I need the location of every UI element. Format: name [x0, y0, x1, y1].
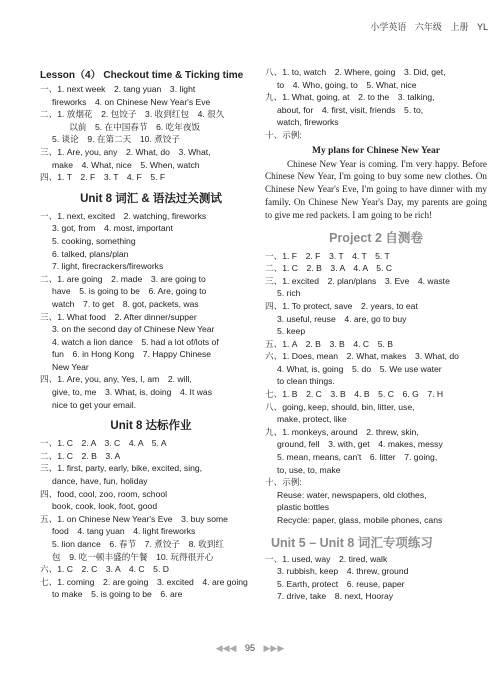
answer-line: 5. Earth, protect 6. reuse, paper — [277, 578, 405, 589]
answer-line: 二、1. 放烟花 2. 包饺子 3. 收到红包 4. 很久 — [40, 109, 225, 120]
unit8-homework-title: Unit 8 达标作业 — [110, 420, 192, 433]
answer-line: 一、1. used, way 2. tired, walk — [265, 553, 388, 564]
answer-line: give, to, me 3. What, is, doing 4. It was — [52, 387, 213, 398]
unit8-test-title: Unit 8 词汇 & 语法过关测试 — [80, 192, 222, 205]
answer-line: 5. keep — [277, 326, 306, 337]
essay-text: Chinese New Year is coming. I'm very happy. Before Chinese New Year, I'm going to buy some new clothes. On Chinese New Year's Eve, I'm going to have dinner with my family. On Chinese New Year's Day, my parents are going to give me red packets. I am going to be rich! — [265, 158, 487, 220]
answer-line: 六、1. C 2. C 3. A 4. C 5. D — [40, 564, 169, 575]
lesson-answers — [40, 83, 262, 184]
answer-line: 3. useful, reuse 4. are, go to buy — [277, 313, 407, 324]
answer-line: make, protect, like — [277, 414, 347, 425]
right-column — [265, 66, 487, 603]
answer-line: 十、示例: — [265, 477, 302, 488]
page-footer — [0, 643, 500, 654]
answer-line: 6. talked, plans/plan — [52, 248, 129, 259]
answer-line: to clean things. — [277, 376, 335, 387]
answer-line: 一、1. F 2. F 3. T 4. T 5. T — [265, 250, 390, 261]
answer-line: 九、1. What, going, at 2. to the 3. talking, — [265, 92, 435, 103]
answer-line: 一、1. next week 2. tang yuan 3. light — [40, 84, 196, 94]
answer-line: food 4. tang yuan 4. light fireworks — [52, 526, 196, 537]
answer-line: dance, have, fun, holiday — [52, 476, 148, 487]
answer-line: watch, fireworks — [277, 117, 339, 128]
answer-line: 5. cooking, something — [52, 235, 136, 246]
answer-line: 3. got, from 4. most, important — [52, 223, 173, 234]
answer-line: 四、1. To protect, save 2. years, to eat — [265, 300, 418, 311]
answer-line: fun 6. in Hong Kong 7. Happy Chinese — [52, 349, 212, 360]
answer-line: have 5. is going to be 6. Are, going to — [52, 286, 207, 297]
page-number: 95 — [244, 643, 255, 653]
answer-line: 七、1. coming 2. are going 3. excited 4. are going — [40, 576, 248, 587]
project-answers — [265, 250, 487, 527]
answer-line: Reuse: water, newspapers, old clothes, — [277, 489, 427, 500]
answer-line: 二、1. C 2. B 3. A 4. A 5. C — [265, 263, 393, 274]
vocab-practice-title: Unit 5 – Unit 8 词汇专项练习 — [271, 535, 433, 550]
right-top-answers — [265, 66, 487, 142]
answer-line: 3. on the second day of Chinese New Year — [52, 324, 215, 335]
answer-line: 5. rich — [277, 288, 301, 299]
vocab-practice-answers — [265, 553, 487, 603]
unit8-homework-answers — [40, 437, 262, 601]
answer-line: 九、1. monkeys, around 2. threw, skin, — [265, 426, 419, 437]
answer-line: 以前 5. 在中国春节 6. 吃年夜饭 — [52, 121, 201, 132]
answer-line: fireworks 4. on Chinese New Year's Eve — [52, 96, 211, 107]
answer-line: 5. 谈论 9. 在第二天 10. 煮饺子 — [52, 134, 180, 145]
answer-line: 四、1. T 2. F 3. T 4. F 5. F — [40, 172, 166, 183]
prev-arrows: ◀◀◀ — [215, 643, 237, 653]
answer-line: about, for 4. first, visit, friends 5. to, — [277, 104, 424, 115]
next-arrows: ▶▶▶ — [263, 643, 285, 653]
answer-line: 5. lion dance 6. 春节 7. 煮饺子 8. 收到红 — [52, 539, 224, 549]
answer-line: 一、1. C 2. A 3. C 4. A 5. A — [40, 438, 167, 449]
answer-line: 七、1. B 2. C 3. B 4. B 5. C 6. G 7. H — [265, 389, 444, 400]
answer-line: 八、1. to, watch 2. Where, going 3. Did, get, — [265, 67, 446, 77]
answer-line: 三、1. first, party, early, bike, excited, sing, — [40, 463, 203, 474]
answer-line: 5. mean, means, can't 6. litter 7. going, — [277, 452, 438, 463]
answer-line: watch 7. to get 8. got, packets, was — [52, 298, 199, 309]
answer-line: 3. rubbish, keep 4. threw, ground — [277, 566, 409, 577]
answer-line: make 4. What, nice 5. When, watch — [52, 159, 200, 170]
answer-line: 五、1. on Chinese New Year's Eve 3. buy some — [40, 513, 228, 524]
answer-line: 二、1. are going 2. made 3. are going to — [40, 273, 206, 284]
answer-line: nice to get your email. — [52, 399, 137, 410]
answer-line: 4. watch a lion dance 5. had a lot of/lots of — [52, 336, 219, 347]
header-term: 上册 — [450, 22, 469, 32]
unit8-test-answers — [40, 210, 262, 412]
answer-line: to 4. Who, going, to 5. What, nice — [277, 79, 417, 90]
answer-line: Recycle: paper, glass, mobile phones, cans — [277, 515, 443, 526]
answer-line: 4. What, is, going 5. do 5. We use water — [277, 363, 442, 374]
answer-line: plastic bottles — [277, 502, 330, 513]
essay-title: My plans for Chinese New Year — [312, 145, 440, 156]
header-subject: 小学英语 — [370, 22, 407, 32]
answer-line: 一、1. next, excited 2. watching, fireworks — [40, 210, 207, 221]
header-edition: YL — [476, 22, 488, 32]
answer-line: to, use, to, make — [277, 464, 341, 475]
answer-line: 7. light, firecrackers/fireworks — [52, 261, 164, 272]
answer-line: New Year — [52, 361, 89, 372]
answer-line: to make 5. is going to be 6. are — [52, 589, 183, 600]
answer-line: 八、going, keep, should, bin, litter, use, — [265, 401, 415, 412]
answer-line: 包 9. 吃一顿丰盛的午餐 10. 玩得很开心 — [52, 551, 214, 562]
answer-line: 三、1. What food 2. After dinner/supper — [40, 311, 197, 322]
left-column — [40, 66, 262, 601]
answer-line: 三、1. Are, you, any 2. What, do 3. What, — [40, 146, 211, 157]
page-header — [364, 20, 488, 33]
answer-line: book, cook, look, foot, good — [52, 501, 158, 512]
answer-line: 十、示例: — [265, 129, 302, 140]
header-grade: 六年级 — [414, 22, 442, 32]
lesson-title: Lesson（4） Checkout time & Ticking time — [40, 70, 244, 81]
answer-line: 四、1. Are, you, any, Yes, I, am 2. will, — [40, 374, 192, 385]
answer-line: 四、food, cool, zoo, room, school — [40, 488, 168, 499]
project-title: Project 2 自测卷 — [329, 230, 423, 245]
answer-line: ground, fell 3. with, get 4. makes, messy — [277, 439, 443, 450]
answer-line: 六、1. Does, mean 2. What, makes 3. What, do — [265, 351, 459, 362]
answer-line: 三、1. excited 2. plan/plans 3. Eve 4. waste — [265, 275, 450, 286]
answer-line: 7. drive, take 8. next, Hooray — [277, 591, 394, 602]
answer-line: 二、1. C 2. B 3. A — [40, 450, 121, 461]
answer-line: 五、1. A 2. B 3. B 4. C 5. B — [265, 338, 393, 349]
